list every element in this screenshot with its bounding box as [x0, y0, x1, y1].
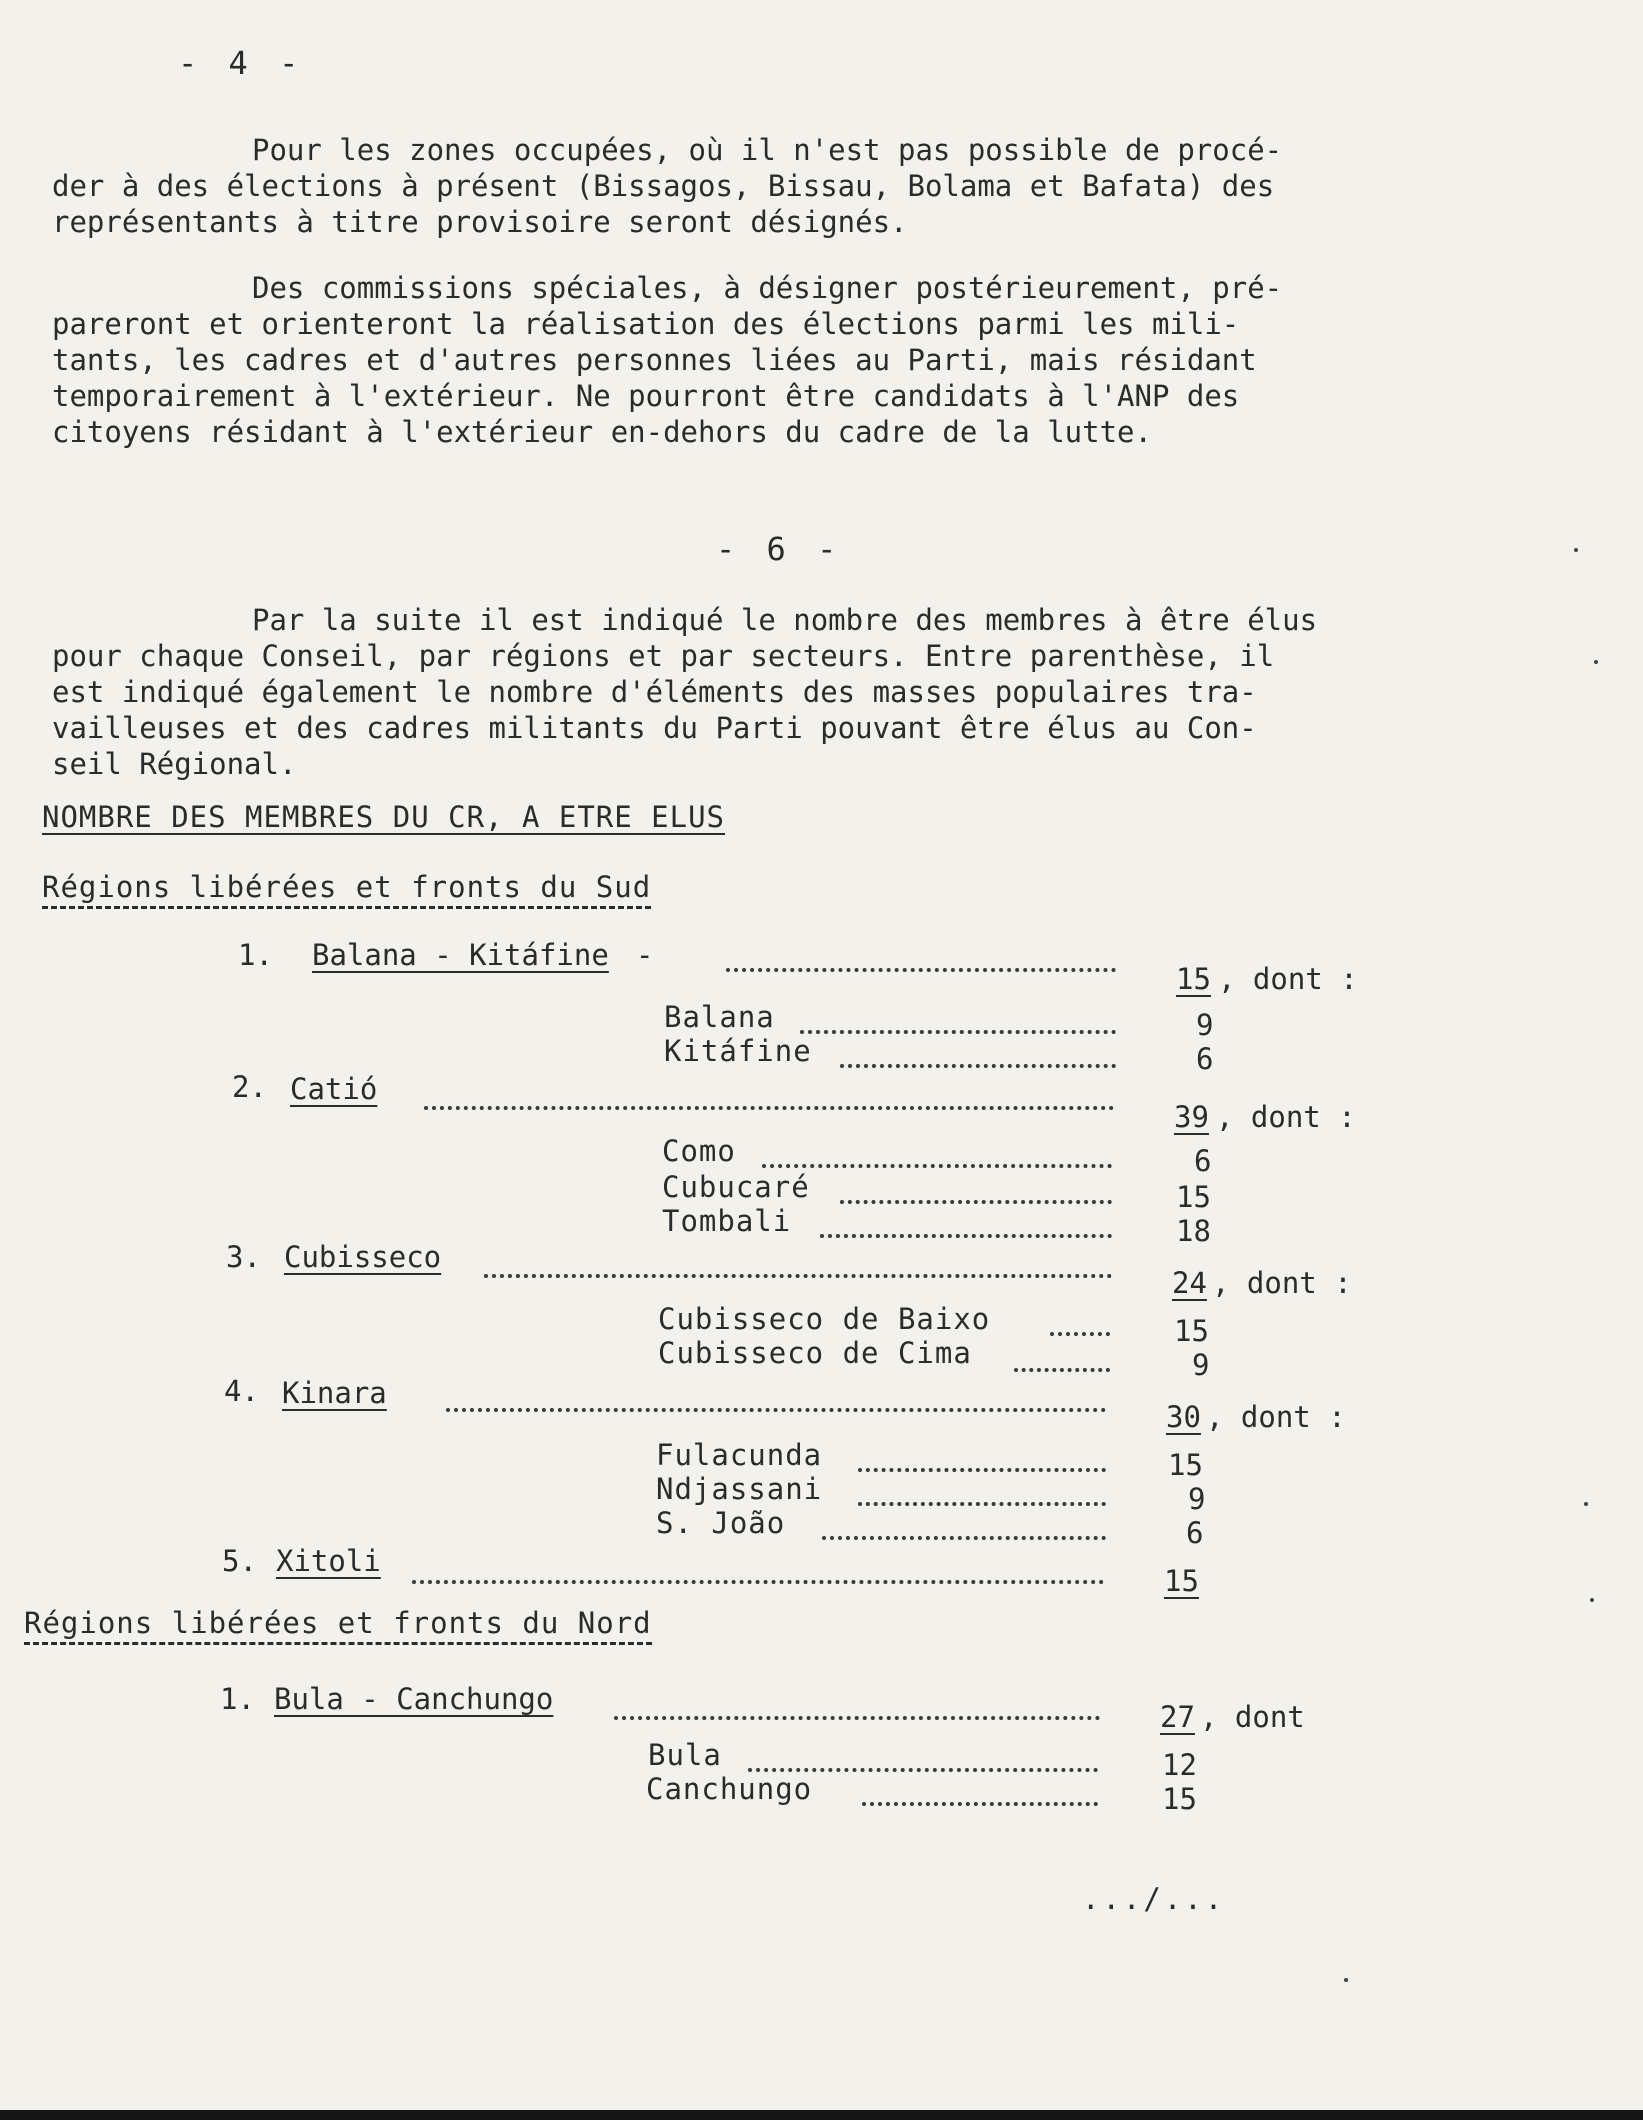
- paragraph-line: temporairement à l'extérieur. Ne pourront être candidats à l'ANP des: [52, 379, 1240, 413]
- sector-name: S. João: [656, 1506, 786, 1540]
- scan-edge: [0, 2110, 1643, 2120]
- sector-value: 15: [1174, 1314, 1209, 1348]
- dot-leader: [614, 1712, 1100, 1720]
- paragraph-line: Pour les zones occupées, où il n'est pas possible de procé-: [252, 133, 1283, 167]
- paragraph-members-count: [52, 602, 1422, 782]
- sector-value: 9: [1192, 1348, 1210, 1382]
- dot-leader: [858, 1498, 1106, 1506]
- south-heading: Régions libérées et fronts du Sud: [42, 870, 651, 909]
- region-total: 15: [1176, 962, 1211, 996]
- scan-speck: [1594, 660, 1598, 664]
- dont-label: , dont :: [1206, 1400, 1346, 1434]
- paragraph-line: pareront et orienteront la réalisation des élections parmi les mili-: [52, 307, 1240, 341]
- region-label: Cubisseco: [284, 1240, 442, 1274]
- sector-value: 15: [1176, 1180, 1211, 1214]
- dot-leader: [858, 1464, 1106, 1472]
- paragraph-special-commissions: [52, 270, 1422, 450]
- sector-value: 18: [1176, 1214, 1211, 1248]
- sector-name: Fulacunda: [656, 1438, 823, 1472]
- paragraph-line: représentants à titre provisoire seront désignés.: [52, 205, 908, 239]
- region-label: Catió: [290, 1072, 378, 1106]
- scan-speck: [1584, 1502, 1588, 1506]
- sector-name: Bula: [648, 1738, 722, 1772]
- dot-leader: [412, 1576, 1104, 1584]
- item-number: 2.: [232, 1070, 267, 1104]
- dot-leader: [820, 1230, 1112, 1238]
- region-total: 30: [1166, 1400, 1201, 1434]
- scan-speck: [1344, 1978, 1348, 1982]
- sector-value: 15: [1162, 1782, 1197, 1816]
- dot-leader: [822, 1532, 1106, 1540]
- scan-speck: [1590, 1598, 1594, 1602]
- sector-value: 6: [1194, 1144, 1212, 1178]
- paragraph-line: vailleuses et des cadres militants du Parti pouvant être élus au Con-: [52, 711, 1257, 745]
- main-heading: NOMBRE DES MEMBRES DU CR, A ETRE ELUS: [42, 800, 726, 834]
- sector-value: 9: [1188, 1482, 1206, 1516]
- dot-leader: [424, 1102, 1114, 1110]
- dot-leader: [1014, 1364, 1110, 1372]
- paragraph-line: tants, les cadres et d'autres personnes liées au Parti, mais résidant: [52, 343, 1257, 377]
- sector-value: 9: [1196, 1008, 1214, 1042]
- sector-name: Ndjassani: [656, 1472, 823, 1506]
- page-number: - 4 -: [178, 44, 305, 82]
- paragraph-line: citoyens résidant à l'extérieur en-dehors du cadre de la lutte.: [52, 415, 1152, 449]
- region-label: Kinara: [282, 1376, 387, 1410]
- continuation-mark: .../...: [1082, 1882, 1226, 1916]
- dont-label: , dont :: [1218, 962, 1358, 996]
- region-label: Bula - Canchungo: [274, 1682, 554, 1716]
- dot-leader: [446, 1404, 1106, 1412]
- sector-name: Canchungo: [646, 1772, 813, 1806]
- sector-name: Cubucaré: [662, 1170, 810, 1204]
- region-total: 39: [1174, 1100, 1209, 1134]
- dot-leader: [840, 1196, 1112, 1204]
- sector-name: Balana: [664, 1000, 775, 1034]
- scan-speck: [1574, 548, 1578, 552]
- region-total: 27: [1160, 1700, 1195, 1734]
- dot-leader: [800, 1026, 1116, 1034]
- item-number: 4.: [224, 1374, 259, 1408]
- region-suffix: -: [636, 938, 654, 972]
- item-number: 1.: [220, 1682, 255, 1716]
- sector-value: 6: [1196, 1042, 1214, 1076]
- paragraph-occupied-zones: [52, 132, 1422, 240]
- paragraph-line: pour chaque Conseil, par régions et par secteurs. Entre parenthèse, il: [52, 639, 1275, 673]
- sector-name: Kitáfine: [664, 1034, 812, 1068]
- dot-leader: [1050, 1328, 1110, 1336]
- item-number: 5.: [222, 1544, 257, 1578]
- region-total: 15: [1164, 1564, 1199, 1598]
- region-label: Xitoli: [276, 1544, 381, 1578]
- dot-leader: [762, 1160, 1112, 1168]
- section-number: - 6 -: [716, 530, 843, 568]
- region-label: Balana - Kitáfine: [312, 938, 609, 972]
- dot-leader: [484, 1270, 1112, 1278]
- dot-leader: [862, 1798, 1098, 1806]
- dot-leader: [726, 964, 1116, 972]
- north-heading: Régions libérées et fronts du Nord: [24, 1606, 652, 1645]
- sector-name: Cubisseco de Cima: [658, 1336, 972, 1370]
- sector-name: Tombali: [662, 1204, 792, 1238]
- dont-label: , dont: [1200, 1700, 1305, 1734]
- sector-name: Como: [662, 1134, 736, 1168]
- dont-label: , dont :: [1212, 1266, 1352, 1300]
- paragraph-line: Des commissions spéciales, à désigner postérieurement, pré-: [252, 271, 1283, 305]
- sector-value: 6: [1186, 1516, 1204, 1550]
- region-total: 24: [1172, 1266, 1207, 1300]
- dot-leader: [840, 1060, 1116, 1068]
- sector-name: Cubisseco de Baixo: [658, 1302, 991, 1336]
- dont-label: , dont :: [1216, 1100, 1356, 1134]
- paragraph-line: Par la suite il est indiqué le nombre des membres à être élus: [252, 603, 1318, 637]
- paragraph-line: est indiqué également le nombre d'éléments des masses populaires tra-: [52, 675, 1257, 709]
- item-number: 3.: [226, 1240, 261, 1274]
- paragraph-line: seil Régional.: [52, 747, 297, 781]
- dot-leader: [748, 1764, 1098, 1772]
- paragraph-line: der à des élections à présent (Bissagos, Bissau, Bolama et Bafata) des: [52, 169, 1275, 203]
- item-number: 1.: [238, 938, 273, 972]
- sector-value: 15: [1168, 1448, 1203, 1482]
- sector-value: 12: [1162, 1748, 1197, 1782]
